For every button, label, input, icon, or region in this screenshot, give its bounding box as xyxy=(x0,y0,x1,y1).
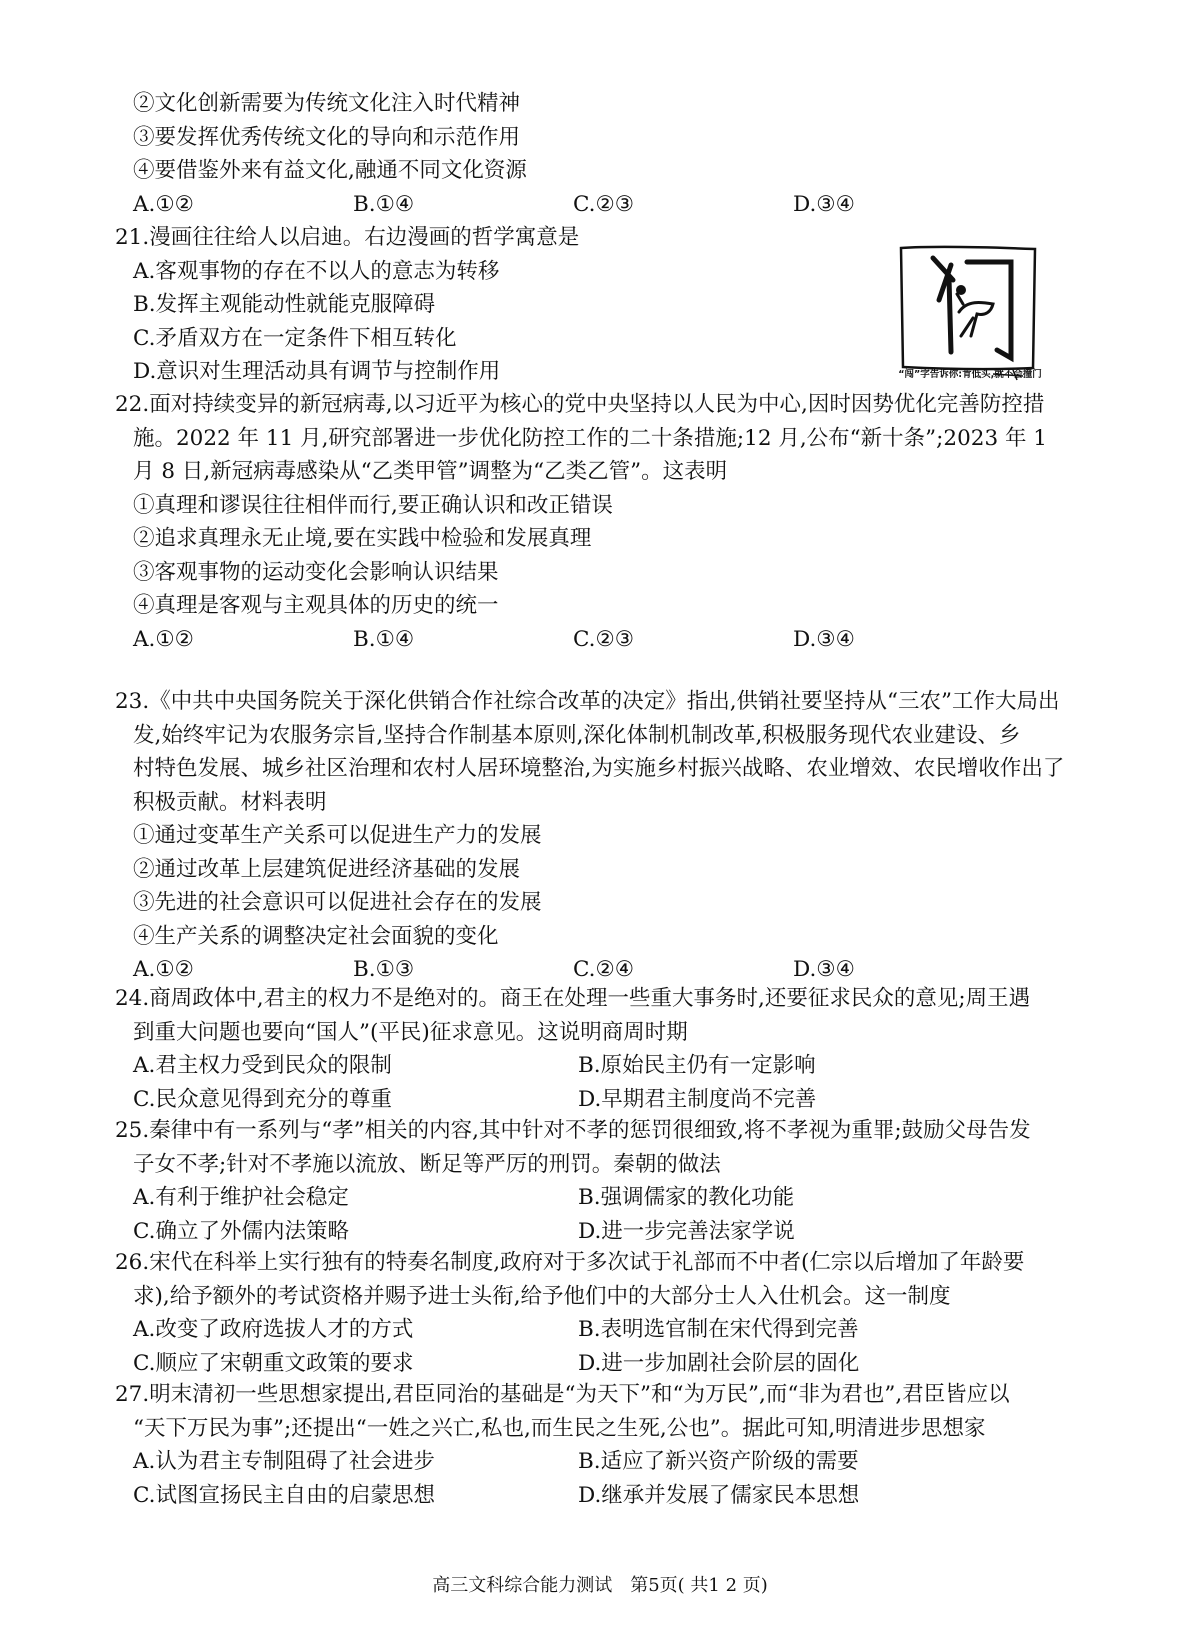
option-c[interactable]: C.矛盾双方在一定条件下相互转化 xyxy=(133,325,457,351)
option-b[interactable]: B.①④ xyxy=(353,191,415,217)
option-a[interactable]: A.君主权力受到民众的限制 xyxy=(133,1053,392,1078)
statement-2: ②通过改革上层建筑促进经济基础的发展 xyxy=(133,856,521,882)
stem-line: 22.面对持续变异的新冠病毒,以习近平为核心的党中央坚持以人民为中心,因时因势优化完善防控措 xyxy=(115,392,1045,417)
stem-line: 发,始终牢记为农服务宗旨,坚持合作制基本原则,深化体制机制改革,积极服务现代农业建设、乡 xyxy=(133,722,1021,748)
question-21 xyxy=(115,221,873,389)
question-20-continued xyxy=(133,87,1073,221)
option-b[interactable]: B.表明选官制在宋代得到完善 xyxy=(578,1317,859,1342)
rider-head xyxy=(956,285,966,295)
stem-line: 村特色发展、城乡社区治理和农村人居环境整治,为实施乡村振兴战略、农业增效、农民增收作出了 xyxy=(133,756,1065,781)
statement-4: ④真理是客观与主观具体的历史的统一 xyxy=(133,593,499,618)
question-23 xyxy=(115,685,1073,987)
option-c[interactable]: C.民众意见得到充分的尊重 xyxy=(133,1086,393,1112)
door-radical xyxy=(933,258,953,352)
options-row xyxy=(115,1445,1073,1479)
option-d[interactable]: D.意识对生理活动具有调节与控制作用 xyxy=(133,359,501,384)
option-b[interactable]: B.发挥主观能动性就能克服障碍 xyxy=(133,292,436,317)
stem-line: 月 8 日,新冠病毒感染从“乙类甲管”调整为“乙类乙管”。这表明 xyxy=(133,459,728,484)
statement-2: ②追求真理永无止境,要在实践中检验和发展真理 xyxy=(133,526,592,551)
statement-3: ③要发挥优秀传统文化的导向和示范作用 xyxy=(133,124,521,150)
options-row xyxy=(115,623,1073,657)
option-c[interactable]: C.顺应了宋朝重文政策的要求 xyxy=(133,1350,414,1376)
options-row xyxy=(133,188,1073,222)
option-c[interactable]: C.②③ xyxy=(573,626,635,652)
option-a[interactable]: A.①② xyxy=(133,626,194,652)
statement-4: ④要借鉴外来有益文化,融通不同文化资源 xyxy=(133,158,527,183)
option-d[interactable]: D.进一步完善法家学说 xyxy=(578,1218,795,1244)
stem-line: 23.《中共中央国务院关于深化供销合作社综合改革的决定》指出,供销社要坚持从“三农”工作大局出 xyxy=(115,689,1060,714)
options-row xyxy=(115,1083,1073,1117)
options-row xyxy=(115,1049,1073,1083)
stem-line: “天下万民为事”;还提出“一姓之兴亡,私也,而生民之生死,公也”。据此可知,明清进步思想家 xyxy=(133,1415,986,1441)
cartoon-caption: “闯”字告诉你:肯低头,就不会撞门 xyxy=(898,369,1042,380)
statement-3: ③客观事物的运动变化会影响认识结果 xyxy=(133,559,499,585)
option-d[interactable]: D.进一步加剧社会阶层的固化 xyxy=(578,1350,860,1376)
stem-line: 27.明末清初一些思想家提出,君臣同治的基础是“为天下”和“为万民”,而“非为君也”,君臣皆应以 xyxy=(115,1382,1010,1407)
option-c[interactable]: C.确立了外儒内法策略 xyxy=(133,1218,350,1244)
option-c[interactable]: C.②③ xyxy=(573,191,635,217)
stem-line: 积极贡献。材料表明 xyxy=(133,789,327,815)
options-row xyxy=(115,1479,1073,1513)
stem-line: 子女不孝;针对不孝施以流放、断足等严厉的刑罚。秦朝的做法 xyxy=(133,1151,721,1177)
option-b[interactable]: B.原始民主仍有一定影响 xyxy=(578,1053,816,1078)
option-b[interactable]: B.适应了新兴资产阶级的需要 xyxy=(578,1449,859,1474)
stem-line: 求),给予额外的考试资格并赐予进士头衔,给予他们中的大部分士人入仕机会。这一制度 xyxy=(133,1283,951,1309)
option-d[interactable]: D.③④ xyxy=(793,626,855,652)
option-a[interactable]: A.①② xyxy=(133,957,194,982)
cartoon-frame xyxy=(901,247,1035,369)
option-a[interactable]: A.有利于维护社会稳定 xyxy=(133,1185,349,1210)
statement-3: ③先进的社会意识可以促进社会存在的发展 xyxy=(133,890,542,915)
page-footer: 高三文科综合能力测试 第5页( 共1 2 页) xyxy=(432,1575,768,1596)
stem-line: 24.商周政体中,君主的权力不是绝对的。商王在处理一些重大事务时,还要征求民众的意见;周王遇 xyxy=(115,986,1031,1011)
question-26 xyxy=(115,1246,1073,1380)
stem-line: 25.秦律中有一系列与“孝”相关的内容,其中针对不孝的惩罚很细致,将不孝视为重罪;鼓励父母告发 xyxy=(115,1118,1031,1143)
option-b[interactable]: B.强调儒家的教化功能 xyxy=(578,1185,795,1210)
option-a[interactable]: A.认为君主专制阻碍了社会进步 xyxy=(133,1449,435,1474)
question-24 xyxy=(115,982,1073,1116)
statement-1: ①真理和谬误往往相伴而行,要正确认识和改正错误 xyxy=(133,492,613,518)
question-22 xyxy=(115,388,1073,656)
option-c[interactable]: C.②④ xyxy=(573,957,635,982)
statement-1: ①通过变革生产关系可以促进生产力的发展 xyxy=(133,823,542,848)
option-d[interactable]: D.继承并发展了儒家民本思想 xyxy=(578,1482,860,1508)
option-c[interactable]: C.试图宣扬民主自由的启蒙思想 xyxy=(133,1482,436,1508)
options-row xyxy=(115,1313,1073,1347)
option-a[interactable]: A.客观事物的存在不以人的意志为转移 xyxy=(133,258,500,284)
options-row xyxy=(115,1347,1073,1381)
option-a[interactable]: A.①② xyxy=(133,191,194,217)
option-d[interactable]: D.③④ xyxy=(793,191,855,217)
question-stem: 21.漫画往往给人以启迪。右边漫画的哲学寓意是 xyxy=(115,225,580,250)
option-d[interactable]: D.③④ xyxy=(793,957,855,982)
question-27 xyxy=(115,1378,1073,1512)
options-row xyxy=(115,1181,1073,1215)
option-a[interactable]: A.改变了政府选拔人才的方式 xyxy=(133,1317,414,1342)
horse-figure xyxy=(957,294,993,336)
option-d[interactable]: D.早期君主制度尚不完善 xyxy=(578,1086,817,1112)
question-25 xyxy=(115,1114,1073,1248)
option-b[interactable]: B.①③ xyxy=(353,957,415,982)
stem-line: 26.宋代在科举上实行独有的特奏名制度,政府对于多次试于礼部而不中者(仁宗以后增加了年龄要 xyxy=(115,1250,1025,1275)
option-b[interactable]: B.①④ xyxy=(353,626,415,652)
statement-4: ④生产关系的调整决定社会面貌的变化 xyxy=(133,923,499,949)
stem-line: 到重大问题也要向“国人”(平民)征求意见。这说明商周时期 xyxy=(133,1019,688,1045)
stem-line: 施。2022 年 11 月,研究部署进一步优化防控工作的二十条措施;12 月,公布“新十条”;2023 年 1 xyxy=(133,425,1047,451)
options-row xyxy=(115,1215,1073,1249)
statement-2: ②文化创新需要为传统文化注入时代精神 xyxy=(133,91,521,116)
